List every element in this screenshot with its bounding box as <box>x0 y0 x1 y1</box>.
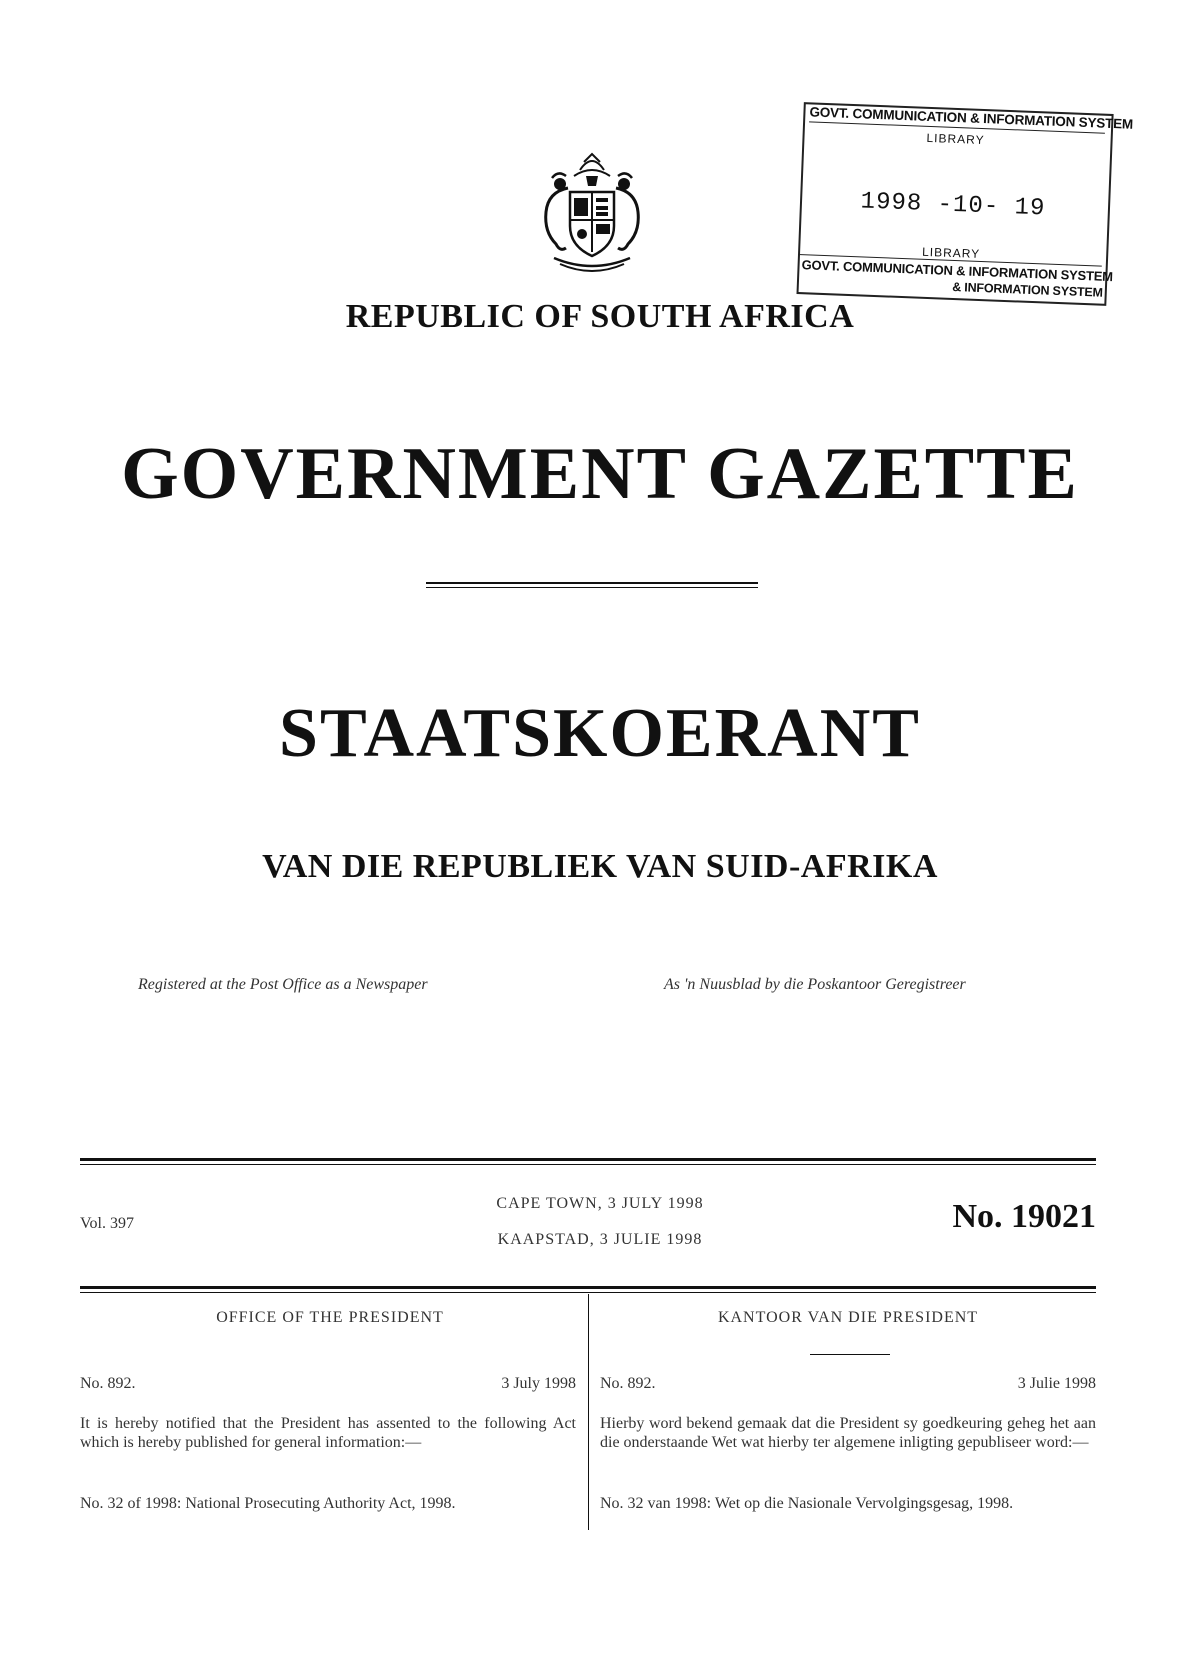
issue-rule-bottom <box>80 1286 1096 1289</box>
stamp-top-band: GOVT. COMMUNICATION & INFORMATION SYSTEM <box>809 104 1134 132</box>
notice-body-af: Hierby word bekend gemaak dat die President sy goedkeuring geheg het aan die onderstaande Wet wat hierby ter algemene inligting gepubliseer word:— <box>600 1415 1096 1451</box>
notice-date-af: 3 Julie 1998 <box>1017 1375 1096 1392</box>
volume-label: Vol. 397 <box>80 1215 134 1232</box>
act-title-af: No. 32 van 1998: Wet op die Nasionale Vervolgingsgesag, 1998. <box>600 1495 1014 1512</box>
notice-heading-en: OFFICE OF THE PRESIDENT <box>216 1309 444 1326</box>
stamp-library-label-bottom: LIBRARY <box>921 244 981 261</box>
gazette-title-af: STAATSKOERANT <box>279 695 921 772</box>
issue-number: No. 19021 <box>952 1198 1096 1235</box>
issue-rule-thin <box>80 1164 1096 1165</box>
notice-heading-af: KANTOOR VAN DIE PRESIDENT <box>717 1309 979 1326</box>
issue-rule-bottom-thin <box>80 1292 1096 1293</box>
stamp-bottom-band-overprint: & INFORMATION SYSTEM <box>951 279 1104 300</box>
coat-of-arms-icon <box>530 148 654 276</box>
act-title-en: No. 32 of 1998: National Prosecuting Authority Act, 1998. <box>80 1495 456 1512</box>
republic-heading: REPUBLIC OF SOUTH AFRICA <box>345 298 855 335</box>
notice-number-en: No. 892. <box>80 1375 136 1392</box>
issue-date-en: CAPE TOWN, 3 JULY 1998 <box>496 1195 704 1212</box>
registered-notice-en: Registered at the Post Office as a Newspaper <box>138 976 428 993</box>
stamp-date: 1998 -10- 19 <box>860 188 1046 223</box>
notice-body-en: It is hereby notified that the President has assented to the following Act which is hereby published for general information:— <box>80 1415 576 1451</box>
notice-date-en: 3 July 1998 <box>501 1375 576 1392</box>
gazette-title: GOVERNMENT GAZETTE <box>121 433 1079 515</box>
issue-date-af: KAAPSTAD, 3 JULIE 1998 <box>497 1231 703 1248</box>
library-stamp <box>796 102 1134 309</box>
registered-notice-af: As 'n Nuusblad by die Poskantoor Geregistreer <box>664 976 966 993</box>
stamp-library-label: LIBRARY <box>926 130 985 148</box>
title-divider-thin <box>426 587 758 588</box>
column-divider <box>588 1294 589 1530</box>
issue-rule <box>80 1158 1096 1161</box>
heading-rule <box>810 1354 890 1355</box>
republiek-heading: VAN DIE REPUBLIEK VAN SUID-AFRIKA <box>262 848 938 885</box>
title-divider <box>426 582 758 584</box>
stamp-bottom-band: GOVT. COMMUNICATION & INFORMATION SYSTEM <box>797 254 1101 284</box>
notice-number-af: No. 892. <box>600 1375 656 1392</box>
